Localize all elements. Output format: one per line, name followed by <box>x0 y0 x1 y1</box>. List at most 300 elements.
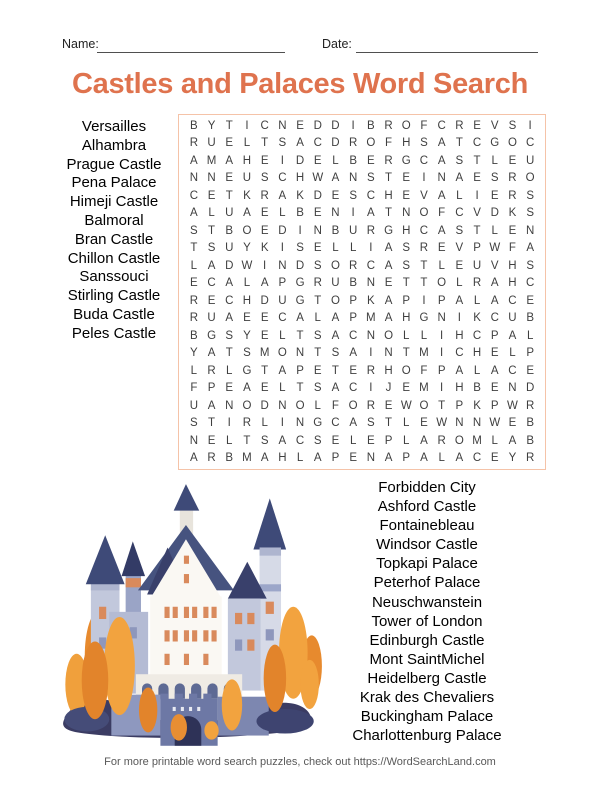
grid-letter: C <box>225 294 234 307</box>
grid-letter: E <box>313 364 322 377</box>
grid-letter: W <box>436 417 448 430</box>
grid-letter: L <box>243 137 251 150</box>
word-list-item: Charlottenburg Palace <box>352 727 502 745</box>
grid-letter: L <box>491 434 498 447</box>
grid-letter: O <box>419 207 429 220</box>
grid-letter: A <box>225 154 234 167</box>
grid-letter: I <box>475 189 479 202</box>
grid-letter: E <box>384 277 393 290</box>
grid-letter: A <box>384 452 393 465</box>
grid-letter: E <box>526 294 534 307</box>
grid-letter: V <box>420 189 428 202</box>
grid-letter: M <box>366 312 376 325</box>
grid-letter: E <box>225 137 234 150</box>
grid-letter: I <box>440 329 444 342</box>
grid-letter: C <box>278 172 287 185</box>
grid-letter: I <box>280 154 284 167</box>
grid-letter: S <box>526 259 534 272</box>
grid-letter: E <box>207 189 216 202</box>
grid-letter: N <box>189 172 198 185</box>
grid-letter: C <box>525 137 535 150</box>
grid-letter: T <box>385 207 393 220</box>
grid-letter: A <box>420 434 428 447</box>
grid-letter: Y <box>508 452 517 465</box>
grid-letter: N <box>313 224 322 237</box>
grid-letter: C <box>472 452 482 465</box>
word-list-item: Fontainebleau <box>379 517 475 535</box>
grid-letter: T <box>402 277 410 290</box>
grid-letter: P <box>490 399 499 412</box>
grid-letter: J <box>385 382 392 395</box>
grid-letter: L <box>438 259 445 272</box>
grid-letter: B <box>526 417 534 430</box>
word-list-item: Ashford Castle <box>377 498 477 516</box>
grid-letter: W <box>489 242 501 255</box>
word-list-item: Prague Castle <box>66 155 162 173</box>
grid-letter: S <box>349 189 357 202</box>
grid-letter: R <box>348 137 358 150</box>
grid-letter: E <box>490 347 499 360</box>
grid-letter: B <box>473 382 481 395</box>
word-list-item: Heidelberg Castle <box>367 669 487 687</box>
grid-letter: T <box>473 224 481 237</box>
grid-letter: P <box>384 434 393 447</box>
grid-letter: N <box>207 172 216 185</box>
grid-letter: U <box>331 277 340 290</box>
grid-letter: A <box>190 452 198 465</box>
word-list-item: Peterhof Palace <box>373 574 481 592</box>
grid-letter: R <box>419 242 429 255</box>
grid-letter: E <box>313 207 322 220</box>
grid-letter: E <box>260 207 269 220</box>
grid-letter: L <box>208 207 215 220</box>
grid-letter: U <box>207 137 216 150</box>
grid-letter: I <box>369 347 373 360</box>
grid-letter: P <box>296 364 304 377</box>
word-list-item: Mont SaintMichel <box>369 650 485 668</box>
grid-letter: T <box>208 224 216 237</box>
grid-letter: R <box>366 364 375 377</box>
grid-letter: E <box>296 119 304 132</box>
word-list-item: Buckingham Palace <box>360 708 494 726</box>
grid-letter: N <box>366 452 375 465</box>
word-list-item: Peles Castle <box>71 324 157 342</box>
grid-letter: E <box>437 242 446 255</box>
grid-letter: V <box>473 207 481 220</box>
grid-letter: S <box>402 242 411 255</box>
grid-letter: E <box>455 259 464 272</box>
grid-letter: U <box>508 312 517 325</box>
grid-letter: S <box>260 172 269 185</box>
grid-letter: T <box>225 347 233 360</box>
grid-letter: O <box>437 277 447 290</box>
grid-letter: G <box>384 224 394 237</box>
grid-letter: E <box>420 417 428 430</box>
word-list-left <box>48 118 180 344</box>
grid-letter: R <box>207 364 216 377</box>
grid-letter: N <box>366 329 375 342</box>
grid-letter: L <box>314 312 321 325</box>
grid-letter: A <box>437 137 446 150</box>
word-list-item: Tower of London <box>371 612 483 630</box>
grid-letter: S <box>260 434 269 447</box>
grid-letter: S <box>508 119 517 132</box>
grid-letter: F <box>508 242 516 255</box>
grid-letter: T <box>225 119 233 132</box>
grid-letter: O <box>330 294 340 307</box>
grid-letter: T <box>385 417 393 430</box>
grid-letter: R <box>366 399 375 412</box>
grid-letter: T <box>473 154 481 167</box>
grid-letter: E <box>490 452 499 465</box>
grid-letters <box>185 117 539 467</box>
grid-letter: C <box>348 382 358 395</box>
grid-letter: N <box>331 207 340 220</box>
grid-letter: D <box>260 399 269 412</box>
grid-letter: H <box>402 224 411 237</box>
grid-letter: L <box>509 347 516 360</box>
grid-letter: A <box>384 242 393 255</box>
grid-letter: G <box>207 329 217 342</box>
grid-letter: R <box>384 119 393 132</box>
grid-letter: N <box>402 207 411 220</box>
grid-letter: L <box>296 452 304 465</box>
grid-letter: L <box>403 434 410 447</box>
grid-letter: K <box>296 189 304 202</box>
grid-letter: R <box>508 172 517 185</box>
grid-letter: T <box>296 329 304 342</box>
grid-letter: E <box>402 172 411 185</box>
grid-letter: U <box>278 294 287 307</box>
grid-letter: D <box>278 224 287 237</box>
grid-letter: T <box>455 137 463 150</box>
grid-letter: E <box>331 189 340 202</box>
grid-letter: E <box>260 154 269 167</box>
grid-letter: A <box>278 434 287 447</box>
grid-letter: E <box>508 154 517 167</box>
name-label: Name: <box>62 37 99 51</box>
grid-letter: C <box>207 277 216 290</box>
grid-letter: I <box>440 382 444 395</box>
grid-letter: O <box>507 137 517 150</box>
grid-letter: L <box>403 417 410 430</box>
grid-letter: C <box>189 189 198 202</box>
grid-letter: A <box>313 452 322 465</box>
grid-letter: N <box>278 119 287 132</box>
grid-letter: O <box>525 172 535 185</box>
grid-letter: G <box>401 154 411 167</box>
grid-letter: W <box>489 417 501 430</box>
grid-letter: C <box>419 154 429 167</box>
grid-letter: A <box>225 312 234 325</box>
grid-letter: M <box>472 434 482 447</box>
grid-letter: F <box>420 364 428 377</box>
grid-letter: E <box>490 382 499 395</box>
grid-letter: R <box>525 399 535 412</box>
grid-letter: C <box>313 137 322 150</box>
grid-letter: T <box>420 259 428 272</box>
grid-letter: S <box>225 329 234 342</box>
grid-letter: N <box>295 347 305 360</box>
grid-letter: S <box>190 417 198 430</box>
grid-letter: N <box>278 259 287 272</box>
grid-letter: E <box>313 242 322 255</box>
grid-letter: D <box>295 154 305 167</box>
grid-letter: B <box>331 224 340 237</box>
grid-letter: C <box>525 277 535 290</box>
grid-letter: O <box>348 399 358 412</box>
grid-letter: L <box>473 294 481 307</box>
grid-letter: P <box>455 399 464 412</box>
grid-letter: S <box>455 154 464 167</box>
grid-letter: I <box>280 242 284 255</box>
grid-letter: L <box>473 364 481 377</box>
grid-letter: S <box>526 189 534 202</box>
grid-letter: O <box>295 399 305 412</box>
grid-letter: E <box>349 364 357 377</box>
grid-letter: I <box>440 347 444 360</box>
word-list-item: Edinburgh Castle <box>369 631 485 649</box>
grid-letter: A <box>349 417 357 430</box>
grid-letter: T <box>314 294 322 307</box>
word-list-item: Forbidden City <box>378 479 476 496</box>
grid-letter: H <box>508 277 517 290</box>
grid-letter: M <box>206 154 217 167</box>
grid-letter: H <box>295 172 305 185</box>
grid-letter: F <box>438 207 446 220</box>
grid-letter: E <box>508 417 517 430</box>
word-list-item: Krak des Chevaliers <box>359 689 495 707</box>
grid-letter: N <box>278 399 287 412</box>
grid-letter: C <box>278 312 287 325</box>
grid-letter: S <box>190 224 198 237</box>
grid-letter: N <box>225 399 234 412</box>
grid-letter: A <box>349 347 357 360</box>
grid-letter: R <box>348 259 358 272</box>
grid-letter: T <box>420 277 428 290</box>
grid-letter: A <box>384 312 393 325</box>
grid-letter: I <box>457 312 461 325</box>
grid-letter: H <box>472 347 482 360</box>
grid-letter: L <box>526 329 534 342</box>
grid-letter: I <box>351 119 355 132</box>
grid-letter: Y <box>190 347 198 360</box>
grid-letter: P <box>207 382 216 395</box>
grid-letter: U <box>207 312 216 325</box>
grid-letter: L <box>279 207 286 220</box>
word-list-item: Chillon Castle <box>67 249 161 267</box>
grid-letter: B <box>526 312 534 325</box>
grid-letter: P <box>437 294 446 307</box>
grid-letter: O <box>277 347 287 360</box>
grid-letter: N <box>384 347 393 360</box>
grid-letter: L <box>456 277 463 290</box>
grid-letter: A <box>490 364 499 377</box>
grid-letter: R <box>384 154 393 167</box>
footer-text: For more printable word search puzzles, check out https://WordSearchLand.com <box>104 756 496 768</box>
grid-letter: C <box>366 189 375 202</box>
grid-letter: R <box>189 294 198 307</box>
grid-letter: E <box>367 154 375 167</box>
grid-letter: O <box>330 259 340 272</box>
grid-letter: S <box>402 259 411 272</box>
grid-letter: A <box>331 312 340 325</box>
grid-letter: R <box>525 452 535 465</box>
grid-letter: N <box>348 172 358 185</box>
grid-letter: O <box>384 329 394 342</box>
grid-letter: I <box>245 119 249 132</box>
grid-letter: R <box>366 224 375 237</box>
grid-letter: G <box>419 312 429 325</box>
grid-letter: S <box>313 434 322 447</box>
grid-letter: C <box>331 417 340 430</box>
grid-letter: A <box>207 347 216 360</box>
grid-letter: A <box>437 154 446 167</box>
grid-letter: H <box>242 294 252 307</box>
grid-letter: H <box>455 382 464 395</box>
grid-letter: C <box>490 312 499 325</box>
grid-letter: Y <box>243 242 251 255</box>
grid-letter: P <box>402 452 411 465</box>
grid-letter: A <box>367 207 375 220</box>
grid-letter: F <box>190 382 198 395</box>
grid-letter: L <box>403 329 410 342</box>
grid-letter: U <box>472 259 482 272</box>
grid-letter: S <box>367 172 375 185</box>
grid-letter: A <box>243 382 251 395</box>
grid-letter: T <box>208 417 216 430</box>
grid-letter: G <box>295 277 305 290</box>
grid-letter: N <box>455 417 464 430</box>
grid-letter: S <box>313 329 322 342</box>
word-search-grid <box>178 114 546 470</box>
grid-letter: R <box>207 452 216 465</box>
grid-letter: S <box>526 207 534 220</box>
grid-letter: T <box>314 347 322 360</box>
grid-letter: I <box>227 417 231 430</box>
grid-letter: B <box>190 329 198 342</box>
grid-letter: E <box>402 382 411 395</box>
grid-letter: E <box>225 172 234 185</box>
grid-letter: B <box>349 154 357 167</box>
grid-letter: D <box>313 189 322 202</box>
grid-letter: T <box>225 189 233 202</box>
grid-letter: G <box>242 364 252 377</box>
grid-letter: G <box>295 294 305 307</box>
castle-illustration <box>50 484 326 752</box>
page-title: Castles and Palaces Word Search <box>72 68 528 100</box>
grid-letter: T <box>402 347 410 360</box>
grid-letter: C <box>419 224 429 237</box>
grid-letter: B <box>190 119 198 132</box>
grid-letter: E <box>260 312 269 325</box>
grid-letter: T <box>261 364 269 377</box>
grid-letter: C <box>455 347 464 360</box>
grid-letter: T <box>438 399 446 412</box>
grid-letter: L <box>420 329 428 342</box>
grid-letter: E <box>402 189 411 202</box>
grid-letter: A <box>207 259 216 272</box>
grid-letter: D <box>331 119 340 132</box>
grid-letter: B <box>349 277 357 290</box>
grid-letter: T <box>331 364 339 377</box>
grid-letter: L <box>314 399 321 412</box>
grid-letter: B <box>225 452 234 465</box>
grid-letter: C <box>455 207 464 220</box>
grid-letter: I <box>280 417 284 430</box>
grid-letter: I <box>422 294 426 307</box>
grid-letter: O <box>401 119 411 132</box>
word-list-item: Versailles <box>81 118 147 135</box>
grid-letter: U <box>189 399 198 412</box>
grid-letter: A <box>243 207 251 220</box>
grid-letter: P <box>473 242 481 255</box>
grid-letter: V <box>490 259 499 272</box>
word-list-item: Buda Castle <box>73 305 155 323</box>
grid-letter: I <box>298 224 302 237</box>
grid-letter: I <box>351 207 355 220</box>
grid-letter: S <box>490 172 499 185</box>
grid-letter: A <box>455 294 464 307</box>
grid-letter: S <box>207 242 216 255</box>
grid-letter: W <box>507 399 518 412</box>
grid-letter: A <box>278 189 287 202</box>
grid-letter: A <box>437 224 446 237</box>
grid-letter: N <box>437 312 446 325</box>
grid-letter: H <box>278 452 287 465</box>
grid-letter: D <box>225 259 234 272</box>
grid-letter: L <box>243 277 251 290</box>
grid-letter: U <box>225 242 234 255</box>
grid-letter: R <box>472 277 482 290</box>
grid-letter: S <box>313 259 322 272</box>
grid-letter: A <box>207 399 216 412</box>
grid-letter: H <box>384 364 393 377</box>
grid-letter: U <box>225 207 234 220</box>
grid-letter: A <box>490 294 499 307</box>
grid-letter: I <box>369 382 373 395</box>
grid-letter: C <box>508 364 517 377</box>
grid-letter: E <box>508 224 517 237</box>
grid-letter: L <box>226 434 233 447</box>
grid-letter: A <box>384 294 393 307</box>
grid-letter: F <box>385 137 393 150</box>
grid-letter: L <box>332 242 339 255</box>
grid-letter: A <box>384 259 393 272</box>
word-list-item: Neuschwanstein <box>371 593 483 611</box>
grid-letter: D <box>525 382 535 395</box>
grid-letter: A <box>420 452 428 465</box>
grid-letter: R <box>455 119 464 132</box>
grid-letter: A <box>437 189 446 202</box>
grid-letter: E <box>260 224 269 237</box>
grid-letter: H <box>242 154 252 167</box>
grid-letter: C <box>472 137 482 150</box>
grid-letter: E <box>190 277 198 290</box>
grid-letter: I <box>369 242 373 255</box>
grid-letter: A <box>526 242 534 255</box>
grid-letter: D <box>490 207 499 220</box>
grid-letter: F <box>420 119 428 132</box>
grid-letter: M <box>419 347 429 360</box>
grid-letter: N <box>472 417 482 430</box>
grid-letter: A <box>331 172 340 185</box>
grid-letter: L <box>438 452 445 465</box>
grid-letter: C <box>472 329 482 342</box>
grid-letter: V <box>490 119 499 132</box>
grid-letter: S <box>296 242 304 255</box>
grid-letter: H <box>402 137 411 150</box>
